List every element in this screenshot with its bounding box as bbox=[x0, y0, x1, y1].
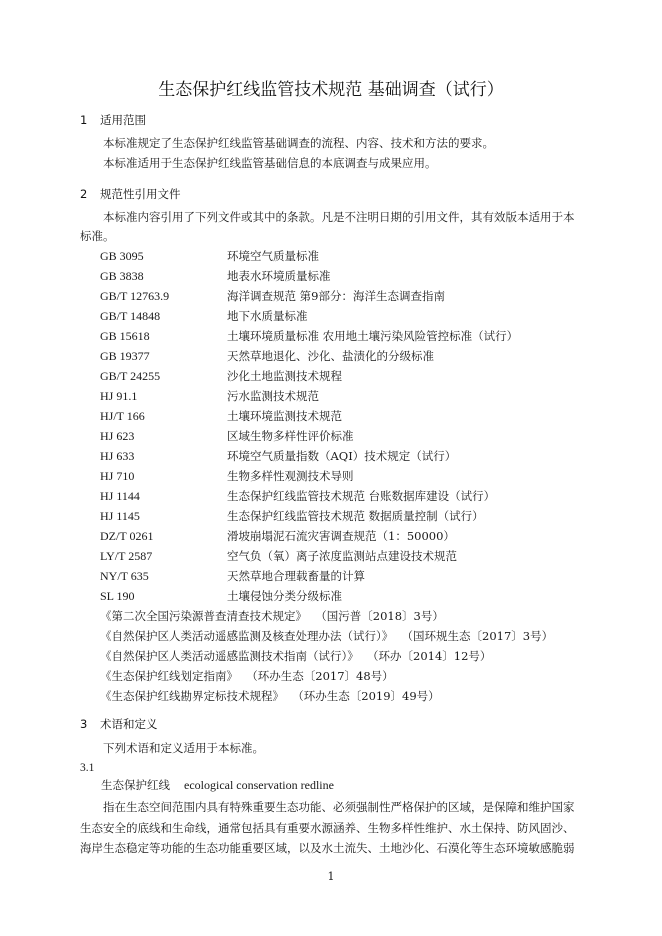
standard-row bbox=[100, 326, 580, 346]
standard-code: HJ 1144 bbox=[100, 489, 140, 503]
section-3-heading bbox=[80, 716, 158, 732]
section-title: 规范性引用文件 bbox=[100, 187, 181, 201]
standard-row bbox=[100, 346, 580, 366]
definition-line-3: 海岸生态稳定等功能的生态功能重要区域，以及水土流失、土地沙化、石漠化等生态环境敏感脆弱 bbox=[80, 841, 575, 855]
standard-title: 土壤侵蚀分类分级标准 bbox=[227, 589, 342, 603]
standard-title: 土壤环境监测技术规范 bbox=[227, 409, 342, 423]
section-number: 3 bbox=[80, 717, 88, 731]
standard-title: 生物多样性观测技术导则 bbox=[227, 469, 354, 483]
document-number: （国环规生态〔2017〕3号） bbox=[407, 629, 554, 643]
term-chinese: 生态保护红线 bbox=[101, 778, 170, 792]
document-title: 《自然保护区人类活动遥感监测及核查处理办法（试行）》 bbox=[100, 629, 394, 643]
standard-title: 土壤环境质量标准 农用地土壤污染风险管控标准（试行） bbox=[227, 329, 519, 343]
standard-code: HJ 633 bbox=[100, 449, 135, 463]
standard-title: 生态保护红线监管技术规范 台账数据库建设（试行） bbox=[227, 489, 496, 503]
standard-row bbox=[100, 386, 580, 406]
section-title: 适用范围 bbox=[100, 113, 146, 127]
document-number: （环办生态〔2019〕49号） bbox=[298, 689, 440, 703]
standard-row bbox=[100, 526, 580, 546]
standard-code: GB 15618 bbox=[100, 329, 150, 343]
document-number: （国污普〔2018〕3号） bbox=[321, 609, 444, 623]
subsection-number: 3.1 bbox=[80, 762, 95, 774]
standard-row bbox=[100, 466, 580, 486]
document-title: 《第二次全国污染源普查清查技术规定》 bbox=[100, 609, 307, 623]
standard-row bbox=[100, 246, 580, 266]
standard-title: 天然草地合理载畜量的计算 bbox=[227, 569, 365, 583]
standard-code: NY/T 635 bbox=[100, 569, 149, 583]
standard-title: 区域生物多样性评价标准 bbox=[227, 429, 354, 443]
section-2-intro-line-2: 标准。 bbox=[80, 229, 115, 243]
standard-row bbox=[100, 306, 580, 326]
section-2-heading bbox=[80, 186, 181, 202]
document-title: 生态保护红线监管技术规范 基础调查（试行） bbox=[158, 80, 504, 100]
standard-code: HJ 710 bbox=[100, 469, 135, 483]
standard-code: GB 19377 bbox=[100, 349, 150, 363]
standard-code: GB 3095 bbox=[100, 249, 144, 263]
standard-title: 空气负（氧）离子浓度监测站点建设技术规范 bbox=[227, 549, 457, 563]
standard-title: 生态保护红线监管技术规范 数据质量控制（试行） bbox=[227, 509, 484, 523]
section-1-heading bbox=[80, 112, 146, 128]
standard-row bbox=[100, 426, 580, 446]
section-1-paragraph-2: 本标准适用于生态保护红线监管基础信息的本底调查与成果应用。 bbox=[103, 156, 437, 170]
standard-code: HJ 623 bbox=[100, 429, 135, 443]
document-number: （环办〔2014〕12号） bbox=[372, 649, 492, 663]
standard-code: HJ 91.1 bbox=[100, 389, 138, 403]
standard-row bbox=[100, 486, 580, 506]
section-3-intro: 下列术语和定义适用于本标准。 bbox=[103, 741, 264, 755]
standard-code: GB/T 12763.9 bbox=[100, 289, 170, 303]
standard-code: GB/T 24255 bbox=[100, 369, 161, 383]
standard-row bbox=[100, 266, 580, 286]
standard-row bbox=[100, 546, 580, 566]
standard-code: GB 3838 bbox=[100, 269, 144, 283]
standard-title: 地表水环境质量标准 bbox=[227, 269, 331, 283]
section-number: 2 bbox=[80, 187, 88, 201]
standard-title: 天然草地退化、沙化、盐渍化的分级标准 bbox=[227, 349, 434, 363]
section-2-intro-line-1: 本标准内容引用了下列文件或其中的条款。凡是不注明日期的引用文件，其有效版本适用于本 bbox=[103, 210, 575, 224]
standard-title: 滑坡崩塌泥石流灾害调查规范（1：50000） bbox=[227, 529, 455, 543]
standard-title: 沙化土地监测技术规程 bbox=[227, 369, 342, 383]
definition-line-1: 指在生态空间范围内具有特殊重要生态功能、必须强制性严格保护的区域，是保障和维护国家 bbox=[103, 800, 575, 814]
document-title: 《生态保护红线勘界定标技术规程》 bbox=[100, 689, 284, 703]
standard-title: 环境空气质量标准 bbox=[227, 249, 319, 263]
standard-title: 地下水质量标准 bbox=[227, 309, 308, 323]
standard-title: 污水监测技术规范 bbox=[227, 389, 319, 403]
standard-row bbox=[100, 566, 580, 586]
term-english: ecological conservation redline bbox=[184, 778, 334, 792]
definition-line-2: 生态安全的底线和生命线，通常包括具有重要水源涵养、生物多样性维护、水土保持、防风固沙、 bbox=[80, 821, 575, 835]
standard-code: HJ/T 166 bbox=[100, 409, 145, 423]
normative-references-list bbox=[100, 246, 580, 706]
standard-code: DZ/T 0261 bbox=[100, 529, 154, 543]
document-reference-row bbox=[100, 626, 580, 646]
document-reference-row bbox=[100, 686, 580, 706]
standard-row bbox=[100, 286, 580, 306]
standard-title: 环境空气质量指数（AQI）技术规定（试行） bbox=[227, 449, 457, 463]
standard-code: LY/T 2587 bbox=[100, 549, 153, 563]
standard-row bbox=[100, 446, 580, 466]
document-title: 《自然保护区人类活动遥感监测技术指南（试行）》 bbox=[100, 649, 359, 663]
standard-code: SL 190 bbox=[100, 589, 135, 603]
standard-row bbox=[100, 366, 580, 386]
section-1-paragraph-1: 本标准规定了生态保护红线监管基础调查的流程、内容、技术和方法的要求。 bbox=[103, 136, 494, 150]
page-number: 1 bbox=[327, 870, 335, 883]
document-reference-row bbox=[100, 606, 580, 626]
document-number: （环办生态〔2017〕48号） bbox=[252, 669, 394, 683]
term-line bbox=[101, 777, 334, 793]
section-title: 术语和定义 bbox=[100, 717, 158, 731]
document-title: 《生态保护红线划定指南》 bbox=[100, 669, 238, 683]
standard-row bbox=[100, 506, 580, 526]
standard-code: GB/T 14848 bbox=[100, 309, 161, 323]
standard-code: HJ 1145 bbox=[100, 509, 140, 523]
document-reference-row bbox=[100, 666, 580, 686]
section-number: 1 bbox=[80, 113, 88, 127]
standard-row bbox=[100, 586, 580, 606]
standard-title: 海洋调查规范 第9部分：海洋生态调查指南 bbox=[227, 289, 445, 303]
standard-row bbox=[100, 406, 580, 426]
document-reference-row bbox=[100, 646, 580, 666]
